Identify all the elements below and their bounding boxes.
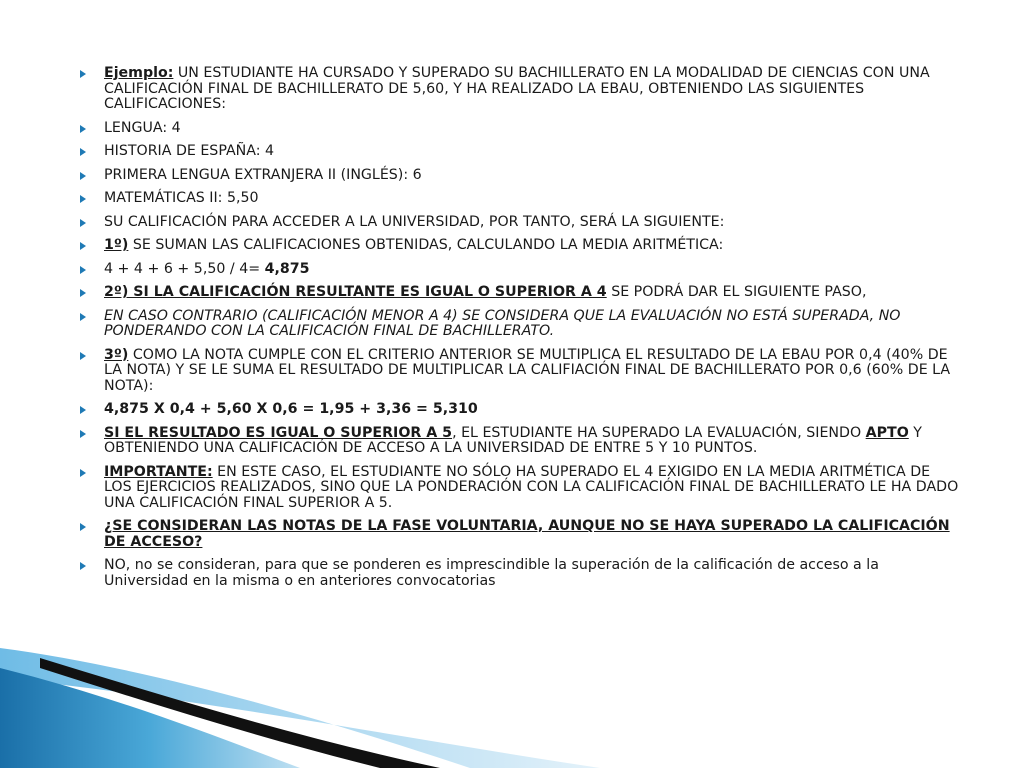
bullet-arrow-icon [80, 195, 86, 203]
bullet-arrow-icon [80, 430, 86, 438]
importante-label: IMPORTANTE: [104, 463, 213, 480]
bullet-arrow-icon [80, 125, 86, 133]
importante-text: EN ESTE CASO, EL ESTUDIANTE NO SÓLO HA SUPERADO EL 4 EXIGIDO EN LA MEDIA ARITMÉTICA DE LOS EJERCICIOS REALIZADOS, SINO QUE LA PONDERACIÓN CON LA CALIFICACIÓN FINAL DE BACHILLERATO LE HA DADO UNA CALIFICACIÓN FINAL SUPERIOR A 5. [104, 463, 959, 511]
bullet-arrow-icon [80, 352, 86, 360]
bullet-historia [80, 144, 960, 160]
bullet-text: PRIMERA LENGUA EXTRANJERA II (INGLÉS): 6 [104, 166, 422, 183]
bullet-text: LENGUA: 4 [104, 119, 181, 136]
apto-label: APTO [865, 424, 909, 441]
bullet-arrow-icon [80, 313, 86, 321]
bullet-step-1 [80, 238, 960, 254]
decorative-wave [0, 628, 1024, 768]
bullet-arrow-icon [80, 172, 86, 180]
step-1-text: SE SUMAN LAS CALIFICACIONES OBTENIDAS, CALCULANDO LA MEDIA ARITMÉTICA: [128, 237, 724, 253]
bullet-fase-voluntaria [80, 519, 960, 550]
bullet-arrow-icon [80, 406, 86, 414]
bullet-lengua [80, 121, 960, 137]
fase-voluntaria-question: ¿SE CONSIDERAN LAS NOTAS DE LA FASE VOLUNTARIA, AUNQUE NO SE HAYA SUPERADO LA CALIFICACIÓN DE ACCESO? [104, 518, 950, 550]
step-2-text: SE PODRÁ DAR EL SIGUIENTE PASO, [606, 284, 867, 300]
bullet-arrow-icon [80, 266, 86, 274]
bullet-ingles [80, 168, 960, 184]
bullet-text: HISTORIA DE ESPAÑA: 4 [104, 143, 275, 159]
respuesta-text: NO, no se consideran, para que se ponderen es imprescindible la superación de la calificación de acceso a la Universidad en la misma o en anteriores convocatorias [104, 557, 879, 589]
bullet-apto [80, 426, 960, 457]
example-text: UN ESTUDIANTE HA CURSADO Y SUPERADO SU BACHILLERATO EN LA MODALIDAD DE CIENCIAS CON UNA CALIFICACIÓN FINAL DE BACHILLERATO DE 5,60, Y HA REALIZADO LA EBAU, OBTENIENDO LAS SIGUIENTES CALIFICACIONES: [104, 65, 930, 112]
slide-content [80, 66, 960, 597]
bullet-media [80, 262, 960, 278]
bullet-arrow-icon [80, 148, 86, 156]
step-2-label: 2º) SI LA CALIFICACIÓN RESULTANTE ES IGUAL O SUPERIOR A 4 [104, 284, 607, 300]
bullet-arrow-icon [80, 469, 86, 477]
bullet-contrario [80, 309, 960, 340]
bullet-arrow-icon [80, 523, 86, 531]
bullet-arrow-icon [80, 219, 86, 227]
apto-text-2: Y OBTENIENDO UNA CALIFICACIÓN DE ACCESO A LA UNIVERSIDAD DE ENTRE 5 Y 10 PUNTOS. [104, 424, 922, 456]
bullet-arrow-icon [80, 289, 86, 297]
ponderacion-formula: 4,875 X 0,4 + 5,60 X 0,6 = 1,95 + 3,36 = 5,310 [104, 401, 478, 417]
bullet-step-2 [80, 285, 960, 301]
apto-text: , EL ESTUDIANTE HA SUPERADO LA EVALUACIÓN, SIENDO [452, 424, 866, 441]
step-1-label: 1º) [104, 237, 129, 253]
bullet-formula [80, 402, 960, 418]
bullet-calificacion [80, 215, 960, 231]
bullet-example [80, 66, 960, 113]
bullet-importante [80, 465, 960, 512]
bullet-arrow-icon [80, 242, 86, 250]
media-formula: 4 + 4 + 6 + 5,50 / 4= [104, 260, 265, 277]
apto-condition: SI EL RESULTADO ES IGUAL O SUPERIOR A 5 [104, 424, 453, 441]
step-3-text: COMO LA NOTA CUMPLE CON EL CRITERIO ANTERIOR SE MULTIPLICA EL RESULTADO DE LA EBAU POR 0,4 (40% DE LA NOTA) Y SE LE SUMA EL RESULTADO DE MULTIPLICAR LA CALIFIACIÓN FINAL DE BACHILLERATO POR 0,6 (60% DE LA NOTA): [104, 346, 951, 394]
media-result: 4,875 [264, 260, 310, 277]
step-3-label: 3º) [104, 346, 129, 363]
bullet-arrow-icon [80, 562, 86, 570]
bullet-respuesta [80, 558, 960, 589]
bullet-text: MATEMÁTICAS II: 5,50 [104, 190, 259, 206]
bullet-text: SU CALIFICACIÓN PARA ACCEDER A LA UNIVERSIDAD, POR TANTO, SERÁ LA SIGUIENTE: [104, 213, 725, 230]
contrario-text: EN CASO CONTRARIO (CALIFICACIÓN MENOR A 4) SE CONSIDERA QUE LA EVALUACIÓN NO ESTÁ SUPERADA, NO PONDERANDO CON LA CALIFICACIÓN FINAL DE BACHILLERATO. [104, 307, 901, 339]
example-label: Ejemplo: [104, 65, 174, 81]
bullet-step-3 [80, 348, 960, 395]
bullet-arrow-icon [80, 70, 86, 78]
bullet-matematicas [80, 191, 960, 207]
